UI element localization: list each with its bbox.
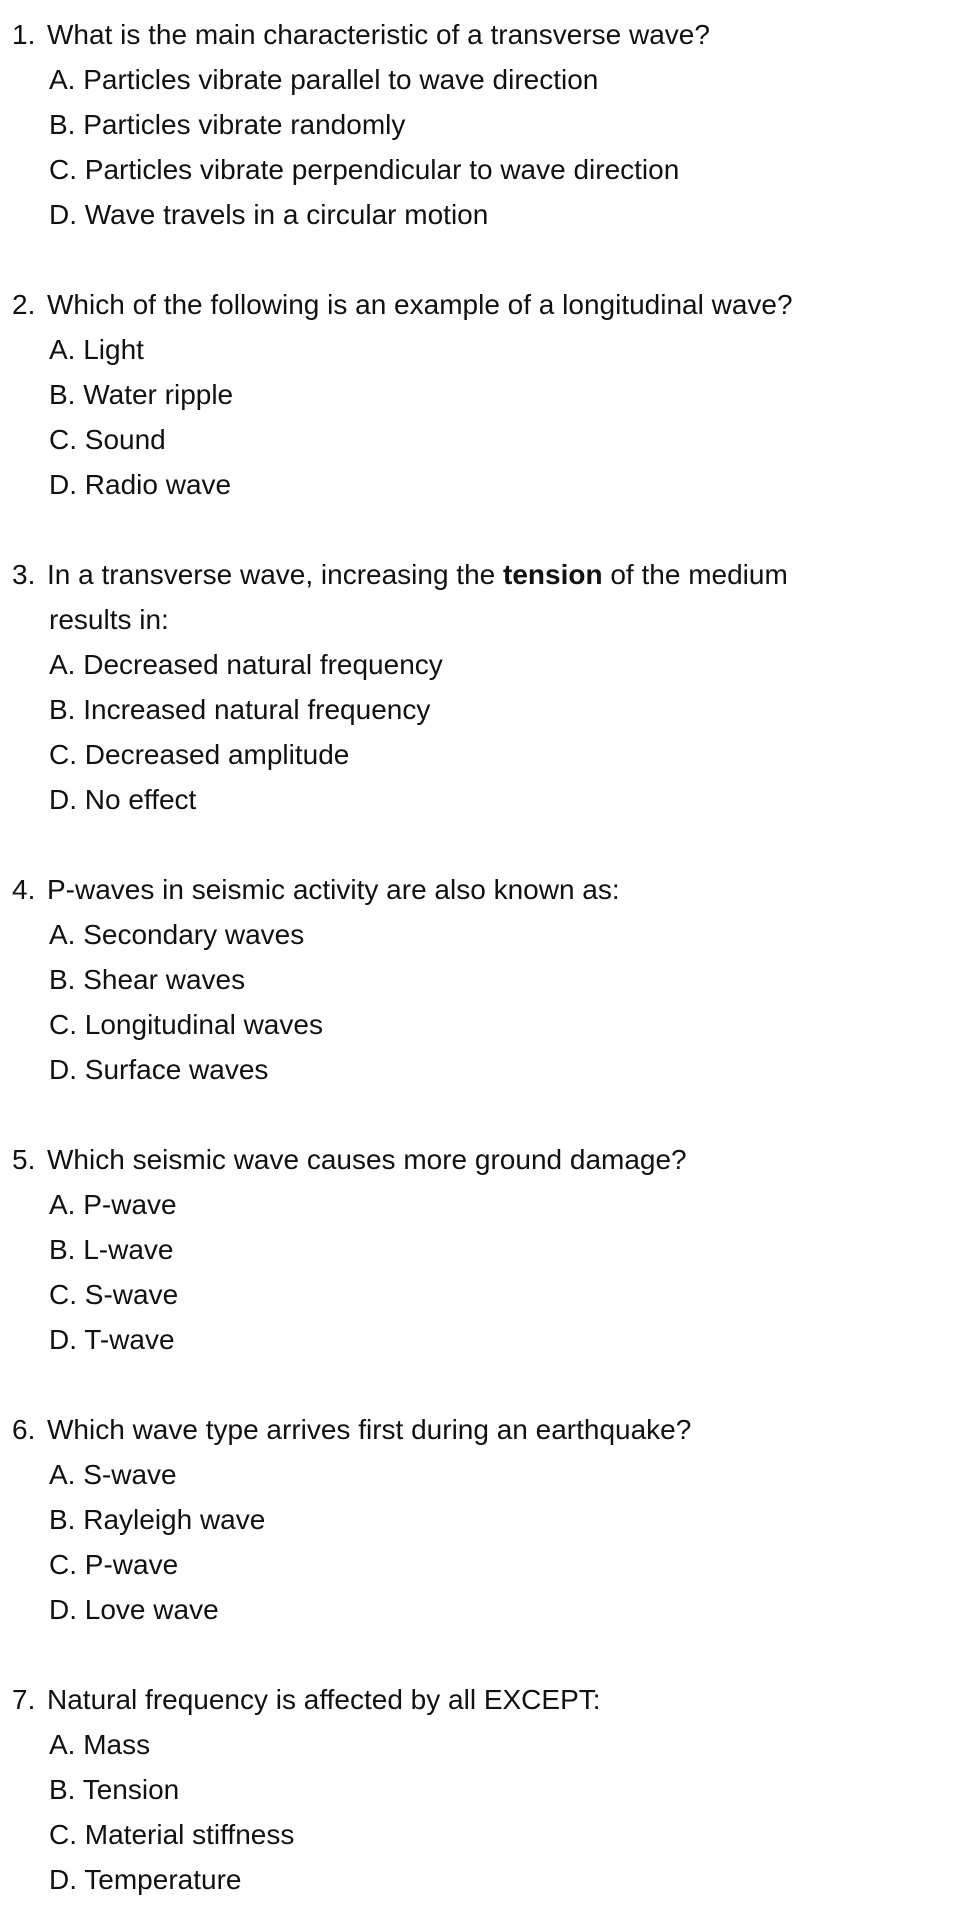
question-6-option-b: B. Rayleigh wave bbox=[49, 1504, 266, 1535]
question-2-option-a: A. Light bbox=[49, 334, 144, 365]
question-5-option-c: C. S-wave bbox=[49, 1279, 179, 1310]
question-2 bbox=[12, 282, 975, 507]
question-4-option-c: C. Longitudinal waves bbox=[49, 1009, 323, 1040]
question-4-text: P-waves in seismic activity are also known as: bbox=[47, 874, 620, 905]
question-1 bbox=[12, 12, 975, 237]
question-3-text-bold: tension bbox=[503, 559, 603, 590]
question-3 bbox=[12, 552, 975, 822]
question-4-stem bbox=[12, 867, 975, 912]
question-3-text-before: In a transverse wave, increasing the bbox=[47, 559, 504, 590]
question-2-option-b: B. Water ripple bbox=[49, 379, 234, 410]
question-1-option-a: A. Particles vibrate parallel to wave direction bbox=[49, 64, 599, 95]
question-5-option-d: D. T-wave bbox=[49, 1324, 175, 1355]
question-3-option-a: A. Decreased natural frequency bbox=[49, 649, 443, 680]
question-3-option-d: D. No effect bbox=[49, 784, 197, 815]
question-5-stem bbox=[12, 1137, 975, 1182]
question-3-number: 3. bbox=[12, 559, 36, 590]
question-1-number: 1. bbox=[12, 19, 36, 50]
question-7-option-c: C. Material stiffness bbox=[49, 1819, 295, 1850]
question-1-text: What is the main characteristic of a transverse wave? bbox=[47, 19, 710, 50]
question-7 bbox=[12, 1677, 975, 1902]
question-7-stem bbox=[12, 1677, 975, 1722]
question-4-option-b: B. Shear waves bbox=[49, 964, 246, 995]
question-2-option-c: C. Sound bbox=[49, 424, 166, 455]
question-6-option-d: D. Love wave bbox=[49, 1594, 219, 1625]
question-1-option-d: D. Wave travels in a circular motion bbox=[49, 199, 489, 230]
question-3-option-b: B. Increased natural frequency bbox=[49, 694, 431, 725]
question-6-option-c: C. P-wave bbox=[49, 1549, 179, 1580]
question-5-option-b: B. L-wave bbox=[49, 1234, 174, 1265]
question-7-text: Natural frequency is affected by all EXCEPT: bbox=[47, 1684, 601, 1715]
question-4-number: 4. bbox=[12, 874, 36, 905]
question-2-text: Which of the following is an example of a longitudinal wave? bbox=[47, 289, 793, 320]
question-1-option-b: B. Particles vibrate randomly bbox=[49, 109, 406, 140]
question-6-option-a: A. S-wave bbox=[49, 1459, 177, 1490]
question-3-text-after: of the medium bbox=[602, 559, 788, 590]
question-2-stem bbox=[12, 282, 975, 327]
question-7-option-a: A. Mass bbox=[49, 1729, 151, 1760]
question-2-number: 2. bbox=[12, 289, 36, 320]
question-3-stem bbox=[12, 552, 975, 597]
question-7-number: 7. bbox=[12, 1684, 36, 1715]
question-7-option-b: B. Tension bbox=[49, 1774, 180, 1805]
question-3-text-continued: results in: bbox=[49, 604, 169, 635]
question-5-option-a: A. P-wave bbox=[49, 1189, 177, 1220]
question-6 bbox=[12, 1407, 975, 1632]
question-6-number: 6. bbox=[12, 1414, 36, 1445]
question-6-stem bbox=[12, 1407, 975, 1452]
question-3-option-c: C. Decreased amplitude bbox=[49, 739, 350, 770]
question-4-option-d: D. Surface waves bbox=[49, 1054, 269, 1085]
question-4-option-a: A. Secondary waves bbox=[49, 919, 305, 950]
question-5-number: 5. bbox=[12, 1144, 36, 1175]
question-5-text: Which seismic wave causes more ground damage? bbox=[47, 1144, 687, 1175]
question-7-option-d: D. Temperature bbox=[49, 1864, 242, 1895]
question-4 bbox=[12, 867, 975, 1092]
question-1-option-c: C. Particles vibrate perpendicular to wave direction bbox=[49, 154, 680, 185]
question-1-stem bbox=[12, 12, 975, 57]
question-5 bbox=[12, 1137, 975, 1362]
question-6-text: Which wave type arrives first during an earthquake? bbox=[47, 1414, 692, 1445]
question-2-option-d: D. Radio wave bbox=[49, 469, 232, 500]
